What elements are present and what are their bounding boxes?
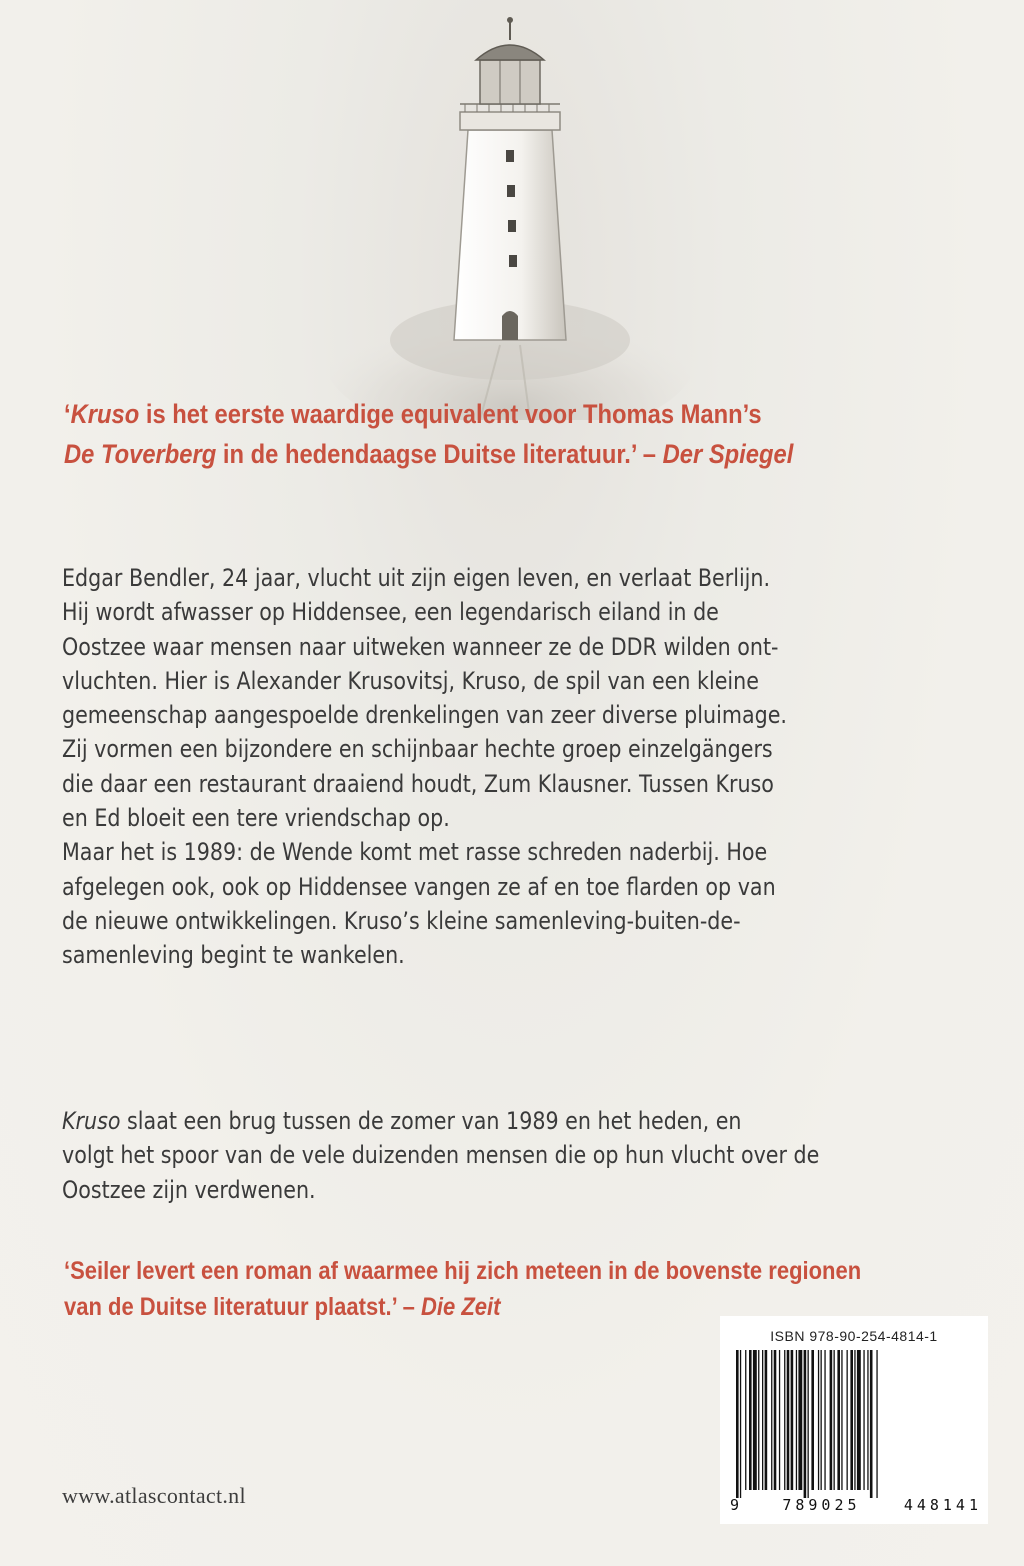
blurb-line: samenleving begint te wankelen. xyxy=(62,941,405,970)
blurb-text: slaat een brug tussen de zomer van 1989 en het heden, en xyxy=(120,1107,742,1135)
isbn-barcode xyxy=(720,1316,988,1524)
barcode-bar xyxy=(830,1350,833,1490)
barcode-bar xyxy=(867,1350,868,1490)
book-title-italic: Kruso xyxy=(62,1107,121,1135)
barcode-bar xyxy=(870,1350,873,1498)
barcode-bars xyxy=(734,1350,974,1498)
barcode-bar xyxy=(834,1350,835,1490)
lighthouse-illustration xyxy=(330,0,690,420)
quote-line-1 xyxy=(64,395,926,435)
blurb-line: Oostzee zijn verdwenen. xyxy=(62,1175,316,1204)
barcode-bar xyxy=(837,1350,840,1490)
barcode-digit-prefix: 9 xyxy=(730,1496,740,1514)
quote-line-1: ‘Seiler levert een roman af waarmee hij zich meteen in de bovenste regionen xyxy=(64,1257,862,1285)
blurb-line: Edgar Bendler, 24 jaar, vlucht uit zijn eigen leven, en verlaat Berlijn. xyxy=(62,564,771,592)
barcode-digits xyxy=(730,1496,982,1514)
barcode-bar xyxy=(850,1350,853,1490)
blurb-line: afgelegen ook, ook op Hiddensee vangen ze af en toe flarden op van xyxy=(62,872,776,901)
barcode-bar xyxy=(854,1350,855,1490)
barcode-bar xyxy=(740,1350,741,1498)
quote-line-2 xyxy=(64,435,926,475)
blurb-line: Hij wordt afwasser op Hiddensee, een legendarisch eiland in de xyxy=(62,598,719,627)
isbn-label: ISBN 978-90-254-4814-1 xyxy=(770,1328,938,1344)
quote-source: Der Spiegel xyxy=(662,438,794,469)
barcode-bar xyxy=(765,1350,768,1490)
barcode-bar xyxy=(818,1350,819,1490)
blurb-paragraph-2 xyxy=(62,1104,922,1207)
barcode-bar xyxy=(811,1350,814,1490)
barcode-bar xyxy=(736,1350,739,1498)
open-quote: ‘ xyxy=(64,399,71,429)
barcode-bar xyxy=(798,1350,802,1490)
barcode-bar xyxy=(787,1350,790,1490)
review-quote-spiegel xyxy=(64,395,926,474)
blurb-line: Maar het is 1989: de Wende komt met rasse schreden naderbij. Hoe xyxy=(62,838,768,867)
blurb-line: gemeenschap aangespoelde drenkelingen van zeer diverse pluimage. xyxy=(62,701,787,730)
barcode-bar xyxy=(876,1350,877,1498)
barcode-bar xyxy=(762,1350,763,1490)
barcode-digit-group-right: 448141 xyxy=(903,1496,982,1514)
barcode-bar xyxy=(857,1350,861,1490)
barcode-bar xyxy=(753,1350,757,1490)
barcode-bar xyxy=(749,1350,752,1490)
barcode-bar xyxy=(821,1350,822,1490)
barcode-bar xyxy=(847,1350,848,1490)
quote-text: van de Duitse literatuur plaatst.’ – xyxy=(64,1293,422,1322)
blurb-line: volgt het spoor van de vele duizenden mensen die op hun vlucht over de xyxy=(62,1141,820,1170)
quote-text: in de hedendaagse Duitse literatuur.’ – xyxy=(216,438,663,469)
barcode-bar xyxy=(841,1350,842,1490)
barcode-bar xyxy=(774,1350,777,1490)
blurb-line: Zij vormen een bijzondere en schijnbaar hechte groep einzelgängers xyxy=(62,735,773,764)
barcode-bar xyxy=(804,1350,807,1498)
barcode-bar xyxy=(796,1350,797,1490)
barcode-bar xyxy=(758,1350,759,1490)
book-title-italic: Kruso xyxy=(70,399,140,429)
barcode-digit-group-left: 789025 xyxy=(782,1496,861,1514)
barcode-bar xyxy=(784,1350,785,1490)
barcode-bar xyxy=(863,1350,864,1490)
blurb-paragraph-1 xyxy=(62,561,922,973)
blurb-line: Oostzee waar mensen naar uitweken wanneer ze de DDR wilden ont- xyxy=(62,632,779,661)
quote-source: Die Zeit xyxy=(421,1293,501,1322)
publisher-website: www.atlascontact.nl xyxy=(62,1483,246,1508)
blurb-line: vluchten. Hier is Alexander Krusovitsj, Kruso, de spil van een kleine xyxy=(62,666,759,695)
barcode-bar xyxy=(771,1350,772,1490)
blurb-line xyxy=(62,1104,922,1138)
quote-text: is het eerste waardige equivalent voor Thomas Mann’s xyxy=(139,399,762,429)
review-quote-zeit xyxy=(64,1253,944,1326)
blurb-line: de nieuwe ontwikkelingen. Kruso’s kleine samenleving-buiten-de- xyxy=(62,906,741,935)
barcode-bar xyxy=(745,1350,746,1490)
barcode-bar xyxy=(808,1350,809,1498)
barcode-bar xyxy=(779,1350,780,1490)
barcode-bar xyxy=(791,1350,794,1490)
barcode-bar xyxy=(824,1350,825,1490)
blurb-line: die daar een restaurant draaiend houdt, Zum Klausner. Tussen Kruso xyxy=(62,769,774,798)
reference-title-italic: De Toverberg xyxy=(64,438,217,469)
blurb-line: en Ed bloeit een tere vriendschap op. xyxy=(62,804,450,833)
